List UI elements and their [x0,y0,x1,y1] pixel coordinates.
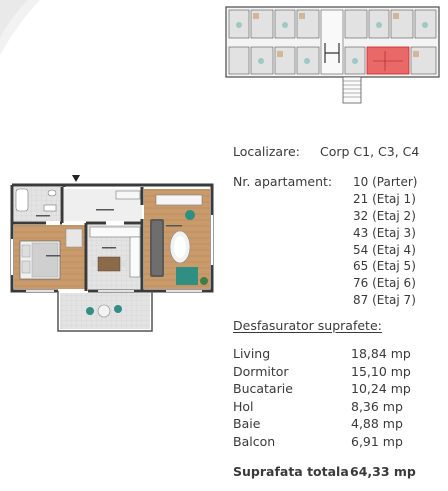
areas-title: Desfasurator suprafete: [233,318,382,333]
apartment-floor-plan [6,175,218,335]
corner-decoration [0,0,40,60]
area-name: Dormitor [233,363,289,379]
area-value: 4,88 mp [351,416,403,432]
location-value: Corp C1, C3, C4 [320,144,420,159]
apartment-item: 43 (Etaj 3) [353,225,416,240]
apartment-item: 76 (Etaj 6) [353,276,416,291]
location-label: Localizare: [233,144,300,159]
apartment-item: 10 (Parter) [353,175,418,189]
total-area-label: Suprafata totala [233,464,349,479]
area-name: Living [233,346,271,361]
apartment-item: 32 (Etaj 2) [353,208,416,223]
area-name: Bucatarie [233,381,293,397]
apartment-item: 87 (Etaj 7) [353,293,416,308]
area-values [350,345,411,451]
area-value: 6,91 mp [351,433,403,449]
area-value: 10,24 mp [351,381,411,397]
apartment-item: 21 (Etaj 1) [353,191,416,206]
area-value: 8,36 mp [351,398,403,414]
area-name: Hol [233,398,254,414]
building-key-plan [225,5,440,105]
total-area-value: 64,33 mp [350,464,416,479]
area-value: 15,10 mp [351,363,411,379]
apartment-label: Nr. apartament: [233,174,333,189]
apartment-item: 65 (Etaj 5) [353,259,416,274]
area-name: Baie [233,416,261,432]
area-value: 18,84 mp [351,346,411,361]
apartment-list [353,174,417,309]
apartment-item: 54 (Etaj 4) [353,242,416,257]
area-name: Balcon [233,433,276,449]
area-names [233,345,293,451]
